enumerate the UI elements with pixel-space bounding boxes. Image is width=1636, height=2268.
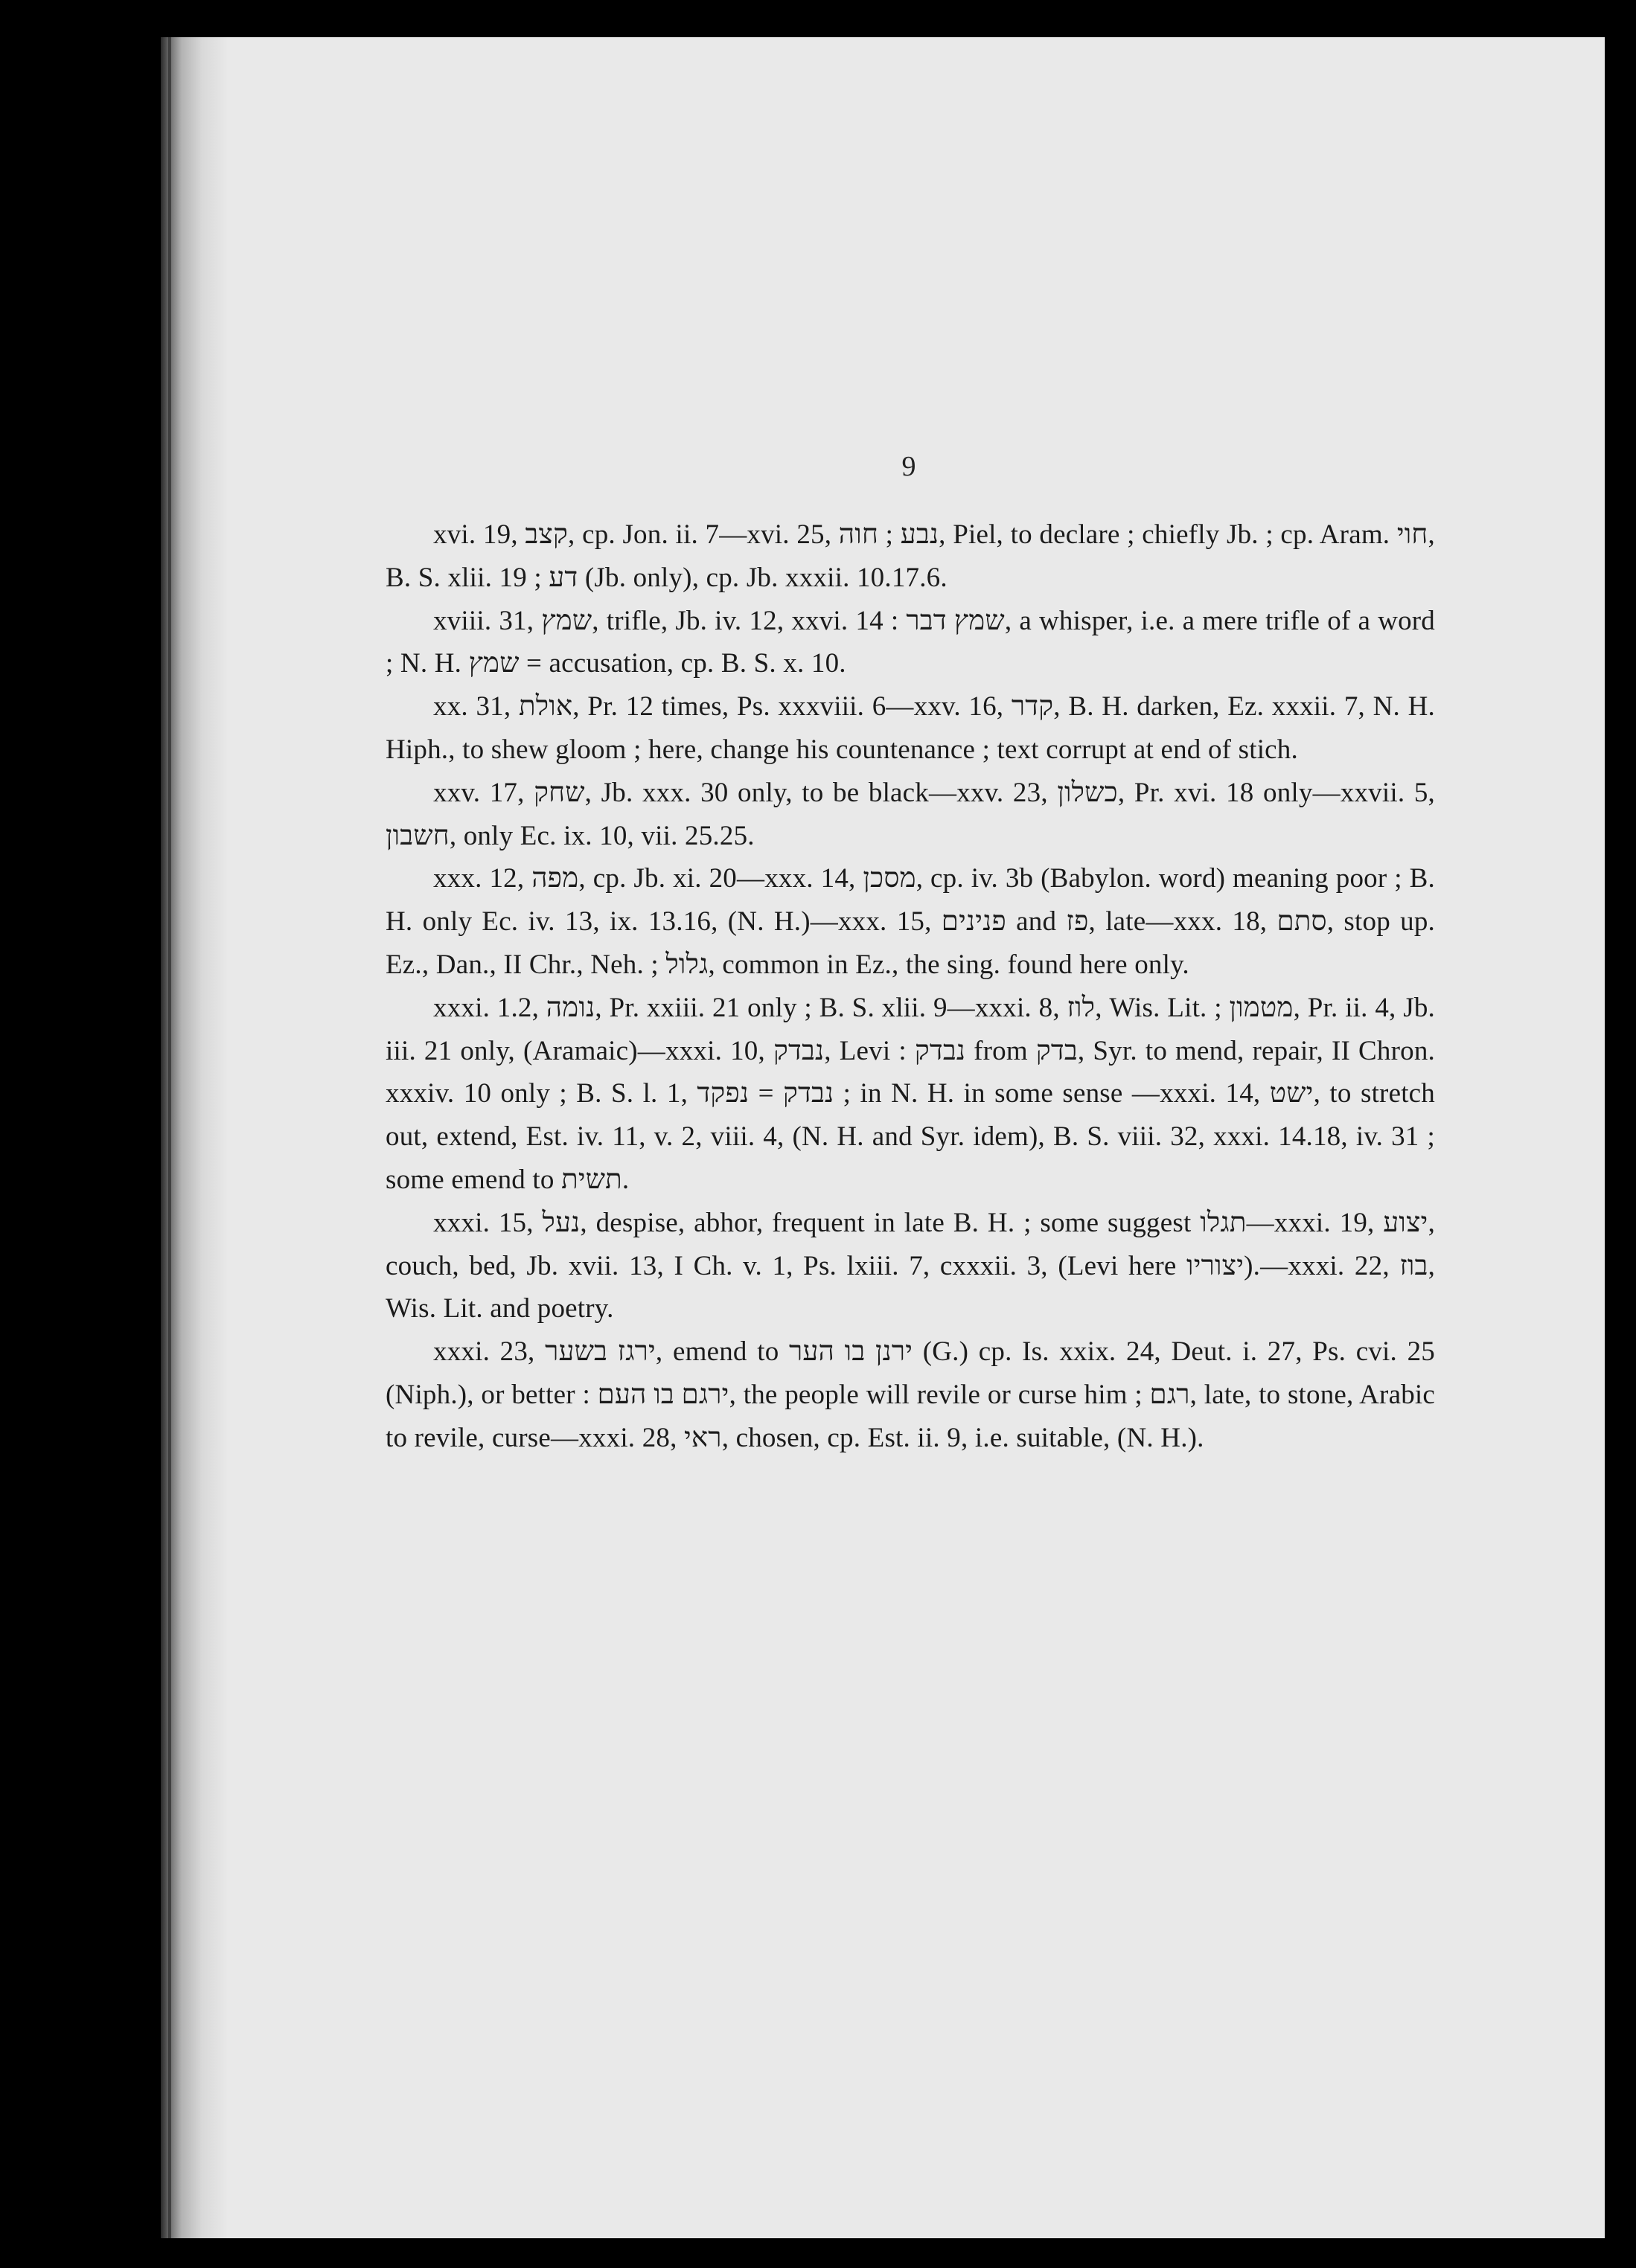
binding-edge	[168, 37, 171, 2238]
paragraph-7: xxxi. 15, נעל, despise, abhor, frequent in late B. H. ; some suggest תגלו—xxxi. 19, יצוע, couch, bed, Jb. xvii. 13, I Ch. v. 1, Ps. lxiii. 7, cxxxii. 3, (Levi here יצוריו).—xxxi. 22, בוז, Wis. Lit. and poetry.	[386, 1207, 1436, 1324]
book-page	[161, 37, 1605, 2238]
paragraph-3: xx. 31, אולת, Pr. 12 times, Ps. xxxviii. 6—xxv. 16, קדר, B. H. darken, Ez. xxxii. 7, N. H. Hiph., to shew gloom ; here, change his countenance ; text corrupt at end of stich.	[386, 691, 1435, 765]
paragraph-5: xxx. 12, מפה, cp. Jb. xi. 20—xxx. 14, מסכן, cp. iv. 3b (Babylon. word) meaning poor ; B. H. only Ec. iv. 13, ix. 13.16, (N. H.)—xxx. 15, פנינים and פז, late—xxx. 18, סתם, stop up. Ez., Dan., II Chr., Neh. ; גלול, common in Ez., the sing. found here only.	[386, 863, 1435, 980]
paragraph-8: xxxi. 23, ירגז בשער, emend to ירנן בו הער (G.) cp. Is. xxix. 24, Deut. i. 27, Ps. cvi. 25 (Niph.), or better : ירגם בו העם, the people will revile or curse him ; רגם, late, to stone, Arabic to revile, curse—xxxi. 28, ראי, chosen, cp. Est. ii. 9, i.e. suitable, (N. H.).	[386, 1336, 1436, 1453]
paragraph-1: xvi. 19, קצב, cp. Jon. ii. 7—xvi. 25, נבע ; חוה, Piel, to declare ; chiefly Jb. ; cp. Aram. חוי, B. S. xlii. 19 ; דע (Jb. only), cp. Jb. xxxii. 10.17.6.	[386, 519, 1435, 593]
paragraph-4: xxv. 17, שחק, Jb. xxx. 30 only, to be black—xxv. 23, כשלון, Pr. xvi. 18 only—xxvii. 5, חשבון, only Ec. ix. 10, vii. 25.25.	[386, 777, 1436, 851]
paragraph-6: xxxi. 1.2, נומה, Pr. xxiii. 21 only ; B. S. xlii. 9—xxxi. 8, לוז, Wis. Lit. ; מטמון, Pr. ii. 4, Jb. iii. 21 only, (Aramaic)—xxxi. 10, נבדק, Levi : נבדק from בדק, Syr. to mend, repair, II Chron. xxxiv. 10 only ; B. S. l. 1, נבדק = נפקד ; in N. H. in some sense —xxxi. 14, ישט, to stretch out, extend, Est. iv. 11, v. 2, viii. 4, (N. H. and Syr. idem), B. S. viii. 32, xxxi. 14.18, iv. 31 ; some emend to תשית.	[386, 992, 1436, 1195]
paragraph-2: xviii. 31, שמץ, trifle, Jb. iv. 12, xxvi. 14 : שמץ דבר, a whisper, i.e. a mere trifle of a word ; N. H. שמץ = accusation, cp. B. S. x. 10.	[386, 605, 1436, 679]
page-number: 9	[901, 451, 916, 482]
body-text	[386, 513, 1435, 1460]
